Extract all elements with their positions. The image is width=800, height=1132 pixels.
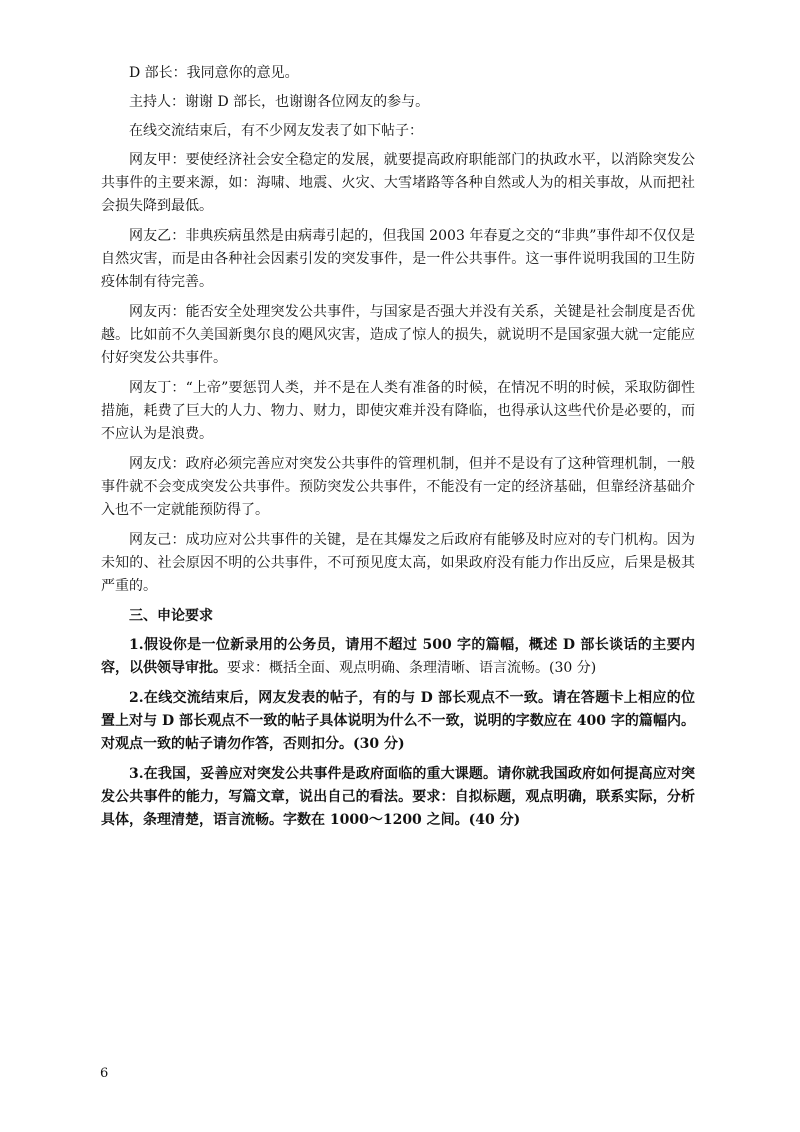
question-2 bbox=[101, 687, 695, 756]
paragraph-netizen-yi: 网友乙：非典疾病虽然是由病毒引起的，但我国 2003 年春夏之交的“非典”事件却不仅仅是自然灾害，而是由各种社会因素引发的突发事件，是一件公共事件。这一事件说明我国的卫生防疫体制有待完善。 bbox=[101, 228, 695, 290]
paragraph-minister-d: D 部长：我同意你的意见。 bbox=[129, 65, 299, 81]
paragraph-host: 主持人：谢谢 D 部长，也谢谢各位网友的参与。 bbox=[129, 94, 430, 110]
paragraph-netizen-ji: 网友己：成功应对公共事件的关键，是在其爆发之后政府有能够及时应对的专门机构。因为未知的、社会原因不明的公共事件，不可预见度太高，如果政府没有能力作出反应，后果是极其严重的。 bbox=[101, 532, 695, 594]
paragraph-netizen-jia: 网友甲：要使经济社会安全稳定的发展，就要提高政府职能部门的执政水平，以消除突发公共事件的主要来源，如：海啸、地震、火灾、大雪堵路等各种自然或人为的相关事故，从而把社会损失降到最低。 bbox=[101, 152, 695, 214]
section-heading: 三、申论要求 bbox=[129, 608, 213, 624]
paragraph-netizen-bing: 网友丙：能否安全处理突发公共事件，与国家是否强大并没有关系，关键是社会制度是否优越。比如前不久美国新奥尔良的飓风灾害，造成了惊人的损失，就说明不是国家强大就一定能应付好突发公共事件。 bbox=[101, 304, 695, 366]
question-1-normal: 要求：概括全面、观点明确、条理清晰、语言流畅。(30 分) bbox=[227, 660, 597, 676]
paragraph-intro-posts: 在线交流结束后，有不少网友发表了如下帖子： bbox=[129, 123, 423, 139]
question-1 bbox=[101, 634, 695, 680]
question-1-bold: 1.假设你是一位新录用的公务员，请用不超过 500 字的篇幅，概述 D 部长谈话的主要内容，以供领导审批。 bbox=[101, 637, 695, 676]
question-3 bbox=[101, 763, 695, 832]
question-3-bold: 3.在我国，妥善应对突发公共事件是政府面临的重大课题。请你就我国政府如何提高应对突发公共事件的能力，写篇文章，说出自己的看法。要求：自拟标题，观点明确，联系实际，分析具体，条理清楚，语言流畅。字数在 1000～1200 之间。(40 分) bbox=[101, 766, 695, 828]
question-2-bold: 2.在线交流结束后，网友发表的帖子，有的与 D 部长观点不一致。请在答题卡上相应的位置上对与 D 部长观点不一致的帖子具体说明为什么不一致，说明的字数应在 400 字的篇幅内。对观点一致的帖子请勿作答，否则扣分。(30 分) bbox=[101, 690, 695, 752]
paragraph-netizen-wu: 网友戊：政府必须完善应对突发公共事件的管理机制，但并不是设有了这种管理机制，一般事件就不会变成突发公共事件。预防突发公共事件，不能没有一定的经济基础，但靠经济基础介入也不一定就能预防得了。 bbox=[101, 456, 695, 518]
page-number: 6 bbox=[100, 1066, 109, 1081]
document-body bbox=[101, 62, 695, 839]
paragraph-netizen-ding: 网友丁：“上帝”要惩罚人类，并不是在人类有准备的时候，在情况不明的时候，采取防御性措施，耗费了巨大的人力、物力、财力，即使灾难并没有降临，也得承认这些代价是必要的，而不应认为是浪费。 bbox=[101, 380, 695, 442]
